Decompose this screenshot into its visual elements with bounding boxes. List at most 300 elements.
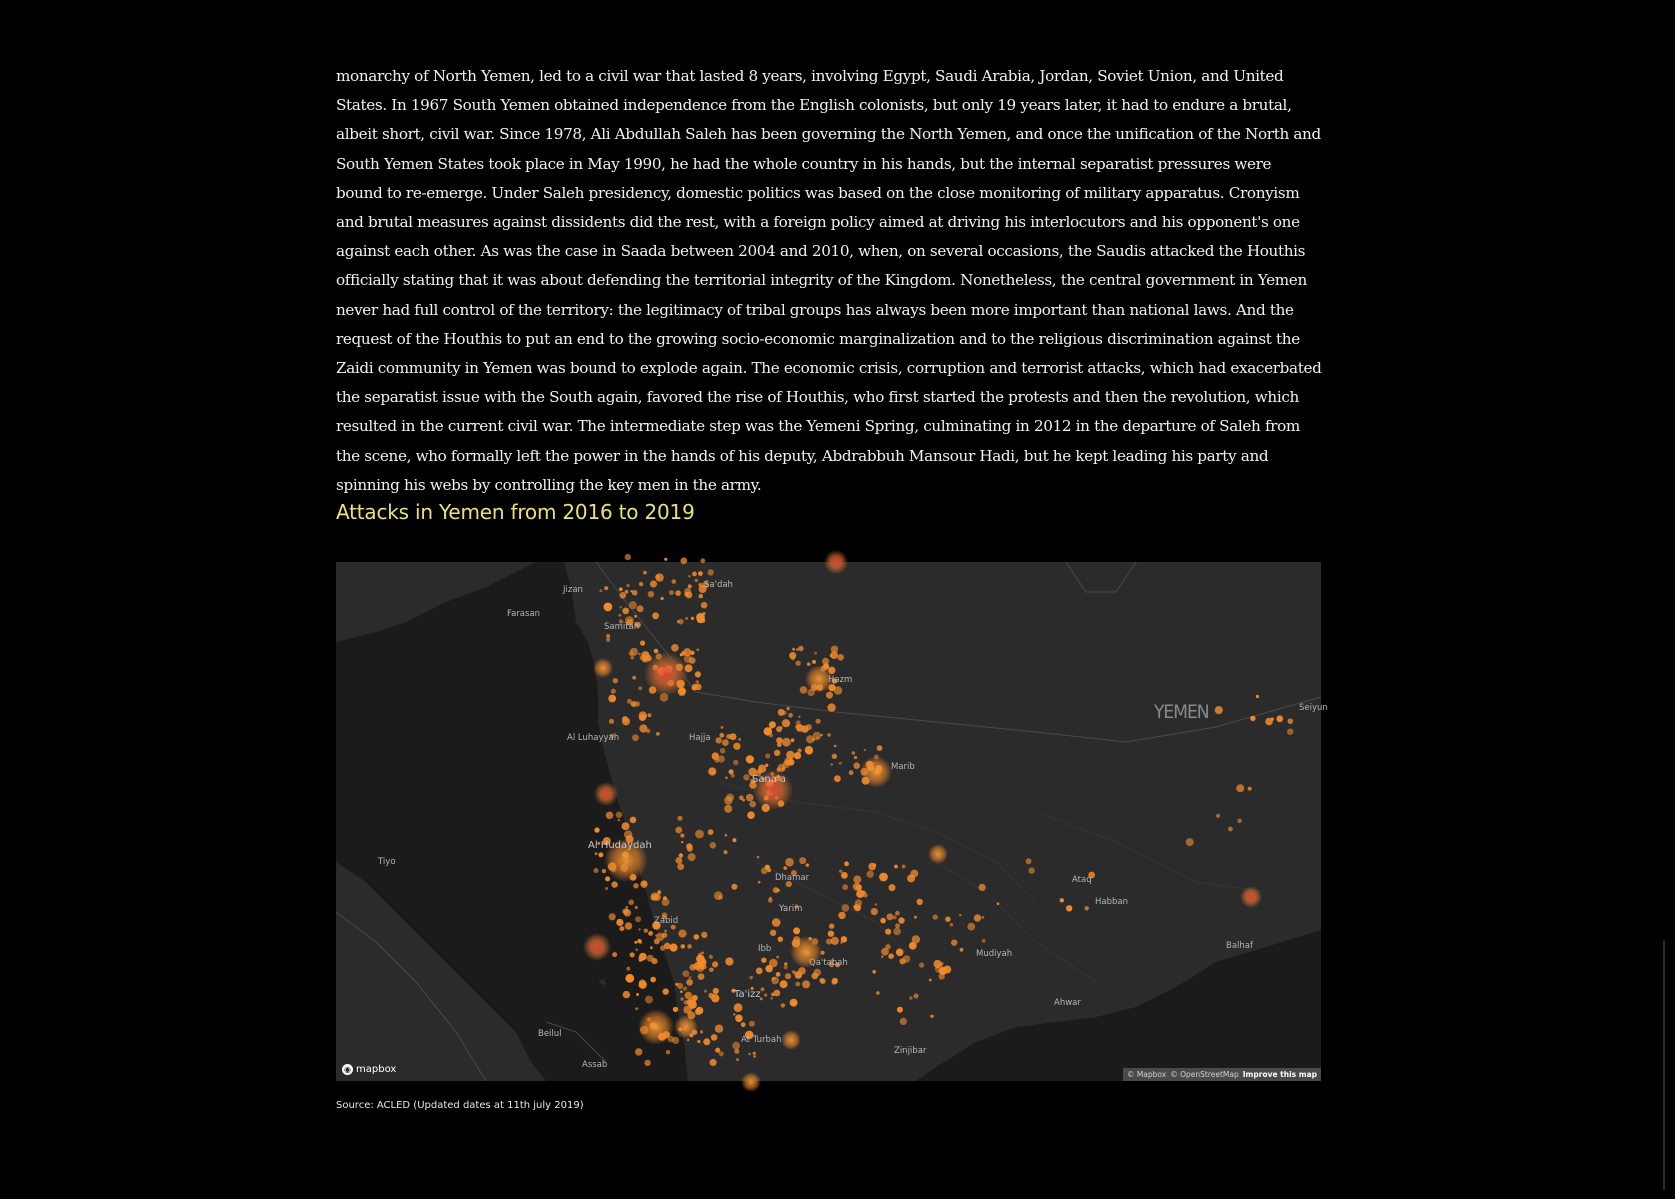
attack-marker [692,572,697,577]
attack-marker [709,968,714,973]
attack-marker [673,1007,678,1012]
attack-marker [708,829,714,835]
attack-marker [900,1018,907,1025]
attack-marker [974,914,981,921]
attack-marker [698,571,703,576]
attribution-osm-link[interactable]: © OpenStreetMap [1170,1070,1239,1079]
place-hazm: Hazm [828,675,853,685]
attribution-mapbox-link[interactable]: © Mapbox [1126,1070,1167,1079]
attack-marker [682,970,689,977]
attack-marker [721,726,724,729]
attack-marker [704,990,707,993]
place-yarim: Yarim [779,904,803,914]
attack-marker [771,993,775,997]
attack-marker [746,794,754,802]
attack-marker [1060,898,1064,902]
attack-marker [769,726,772,729]
attack-marker [844,861,849,866]
attack-marker [1236,784,1244,792]
attack-marker [828,931,834,937]
attack-marker [700,558,705,563]
attack-marker [877,745,883,751]
attack-marker [723,850,727,854]
attack-marker [696,1007,704,1015]
attack-marker [689,976,692,979]
place-beilul: Beilul [538,1029,562,1039]
attack-marker [680,653,683,656]
attack-marker [711,1034,718,1041]
attack-marker [655,934,658,937]
attack-marker [700,1030,703,1033]
attack-marker [684,588,691,595]
attack-marker [664,558,667,561]
attack-marker [743,774,749,780]
attack-marker [909,996,912,999]
attack-marker [773,887,779,893]
attack-marker [853,876,861,884]
attack-marker [725,777,728,780]
attack-marker [608,695,616,703]
attack-marker [599,589,602,592]
attack-marker [798,967,806,975]
attack-marker [864,749,866,751]
attack-marker [605,876,610,881]
attack-marker [893,928,901,936]
attack-marker [672,579,677,584]
attack-marker [650,977,656,983]
attack-marker [638,928,640,930]
attack-marker [852,751,855,754]
attack-marker [698,583,702,587]
attack-marker [776,972,781,977]
attack-marker [903,955,911,963]
attack-marker [1288,718,1294,724]
attack-marker [619,587,623,591]
place-qatabah: Qa'tabah [809,958,848,968]
place-ahwar: Ahwar [1054,998,1081,1008]
attack-marker [660,945,665,950]
attack-marker [594,827,599,832]
attack-marker [838,912,845,919]
attack-marker [713,988,719,994]
attack-marker [805,746,813,754]
attack-marker [631,656,635,660]
attack-marker [635,916,641,922]
attack-marker [839,762,842,765]
attack-marker [666,1050,670,1054]
attack-marker [785,858,794,867]
attack-marker [758,881,761,884]
attack-marker [814,969,821,976]
attack-marker [716,737,722,743]
attack-marker [820,978,826,984]
attack-marker [842,904,850,912]
attack-marker [644,1060,650,1066]
attack-marker [1237,819,1242,824]
attack-marker [622,908,628,914]
attack-marker [620,606,622,608]
attack-marker [633,883,638,888]
attack-marker [739,795,744,800]
attack-marker [679,853,683,857]
place-al-hudaydah: Al Hudaydah [588,840,652,851]
place-dhamar: Dhamar [775,873,810,883]
attack-marker [871,908,878,915]
attack-marker [605,887,608,890]
attack-marker [822,658,829,665]
attack-marker [841,872,848,879]
attack-marker [799,857,806,864]
attack-marker [795,982,800,987]
attack-marker [598,852,603,857]
map-canvas[interactable] [336,562,1328,1081]
page-scrollbar[interactable] [1663,940,1665,1190]
attack-marker [639,724,647,732]
attack-marker [959,914,961,916]
attack-marker [593,658,613,678]
attack-marker [609,719,614,724]
attack-marker [782,738,791,747]
attack-marker [1186,838,1194,846]
attack-marker [714,758,719,763]
attack-marker [824,550,848,574]
attack-marker [635,906,638,909]
attack-marker [894,865,898,869]
attack-marker [1026,858,1032,864]
attack-marker [826,692,833,699]
attack-marker [638,955,644,961]
attack-marker [796,724,804,732]
place-farasan: Farasan [507,609,541,619]
attack-marker [881,948,889,956]
mapbox-logo[interactable] [342,1064,396,1075]
attack-marker [830,651,838,659]
attack-marker [677,983,683,989]
place-tiyo: Tiyo [378,857,396,867]
attack-marker [618,614,621,617]
attack-marker [772,918,781,927]
attack-marker [619,926,624,931]
attack-marker [686,979,693,986]
attack-marker [876,991,879,994]
article-paragraph: monarchy of North Yemen, led to a civil war that lasted 8 years, involving Egypt, Saudi Arabia, Jordan, Soviet Union, and United States. In 1967 South Yemen obtained independence from the English colonists, but only 19 years later, it had to endure a brutal, albeit short, civil war. Since 1978, Ali Abdullah Saleh has been governing the North Yemen, and once the unification of the North and South Yemen States took place in May 1990, he had the whole country in his hands, but the internal separatist pressures were bound to re-emerge. Under Saleh presidency, domestic politics was based on the close monitoring of military apparatus. Cronyism and brutal measures against dissidents did the rest, with a foreign policy aimed at driving his interlocutors and his opponent's one against each other. As was the case in Saada between 2004 and 2010, when, on several occasions, the Saudis attacked the Houthis officially stating that it was about defending the territorial integrity of the Kingdom. Nonetheless, the central government in Yemen never had full control of the territory: the legitimacy of tribal groups has always been more important than national laws. And the request of the Houthis to put an end to the growing socio-economic marginalization and to the religious discrimination against the Zaidi community in Yemen was bound to explode again. The economic crisis, corruption and terrorist attacks, which had exacerbated the separatist issue with the South again, favored the rise of Houthis, who first started the protests and then the revolution, which resulted in the current civil war. The intermediate step was the Yemeni Spring, culminating in 2012 in the departure of Saleh from the scene, who formally left the power in the hands of his deputy, Abdrabbuh Mansour Hadi, but he kept leading his party and spinning his webs by controlling the key men in the army. [336,67,1322,494]
attack-marker [648,591,654,597]
attack-marker [725,957,733,965]
attack-marker [872,970,876,974]
attacks-map[interactable] [336,562,1328,1081]
attack-marker [885,929,891,935]
place-balhaf: Balhaf [1226,941,1253,951]
attack-marker [661,597,664,600]
attack-marker [634,615,637,618]
attack-marker [982,916,985,919]
attack-marker [644,929,648,933]
country-label-yemen: YEMEN [1154,701,1209,723]
attack-marker [639,582,643,586]
attack-marker [690,996,696,1002]
attack-marker [881,955,884,958]
attack-marker [690,964,697,971]
attack-marker [681,841,683,843]
attack-marker [654,938,660,944]
attack-marker [622,608,629,615]
attack-marker [816,719,821,724]
attack-marker [678,930,686,938]
attack-marker [768,898,773,903]
attack-marker [837,654,844,661]
place-seiyun: Seiyun [1299,703,1328,713]
attack-marker [733,1013,735,1015]
attack-marker [583,933,611,961]
attack-marker [812,660,816,664]
attack-marker [676,857,683,864]
attack-marker [681,944,686,949]
attack-marker [625,974,634,983]
attack-marker [982,939,986,943]
attack-marker [606,638,610,642]
attack-marker [715,1025,723,1033]
attack-marker [784,965,788,969]
attack-marker [708,767,716,775]
attack-marker [770,930,776,936]
attack-marker [896,949,904,957]
mapbox-logo-text: mapbox [356,1064,397,1075]
attack-marker [602,869,606,873]
attack-marker [680,997,684,1001]
attack-marker [628,900,634,906]
attack-marker [788,713,793,718]
attack-marker [781,1003,785,1007]
map-attribution [1123,1068,1321,1081]
attack-marker [722,739,729,746]
attack-marker [695,671,701,677]
attack-marker [791,657,795,661]
attack-marker [698,973,705,980]
attack-marker [683,648,691,656]
attack-marker [626,906,629,909]
attack-marker [867,871,874,878]
attack-marker [734,1049,739,1054]
attack-marker [616,812,623,819]
attack-marker [683,987,687,991]
attack-marker [650,946,653,949]
attack-marker [629,601,637,609]
place-al-luhayyah: Al Luhayyah [567,733,620,743]
attack-marker [997,902,1000,905]
attack-marker [800,686,808,694]
attack-marker [776,726,782,732]
attack-marker [687,944,692,949]
attack-marker [696,648,699,651]
attack-marker [840,941,842,943]
attack-marker [802,980,810,988]
attack-marker [747,811,755,819]
attack-marker [782,719,790,727]
attack-marker [731,884,737,890]
attack-marker [680,557,687,564]
attack-marker [788,759,795,766]
attack-marker [860,756,892,788]
attack-marker [635,1007,638,1010]
attack-marker [950,923,953,926]
attack-marker [625,590,629,594]
attack-marker [701,952,704,955]
attack-marker [764,993,767,996]
attack-marker [902,865,906,869]
attack-marker [749,976,753,980]
attack-marker [979,884,986,891]
attack-marker [1256,695,1259,698]
attack-marker [1085,906,1089,910]
attack-marker [795,661,800,666]
attack-marker [880,918,886,924]
attack-marker [1066,905,1072,911]
attack-marker [741,1072,761,1092]
attack-marker [832,754,837,759]
attack-marker [677,620,680,623]
attack-marker [630,817,637,824]
place-hajja: Hajja [689,733,711,743]
attack-marker [807,662,811,666]
attack-marker [806,863,809,866]
attack-marker [834,775,841,782]
map-section-heading: Attacks in Yemen from 2016 to 2019 [336,500,695,524]
attack-marker [647,955,654,962]
attack-marker [798,646,803,651]
place-zabid: Zabid [654,916,679,926]
attack-marker [726,794,734,802]
attack-marker [786,707,789,710]
attack-marker [746,758,749,761]
attack-marker [629,651,634,656]
attack-marker [611,881,617,887]
place-jizan: Jizan [563,585,583,595]
attack-marker [648,931,653,936]
attack-marker [686,843,692,849]
attack-marker [875,903,877,905]
attack-marker [781,1030,801,1050]
attack-marker [692,686,697,691]
attack-marker [813,732,821,740]
attack-marker [694,934,700,940]
attack-marker [627,699,632,704]
attack-marker [632,676,636,680]
attack-marker [879,873,888,882]
attack-marker [765,753,770,758]
attack-marker [730,733,737,740]
attack-marker [663,896,667,900]
improve-map-link[interactable]: Improve this map [1242,1070,1317,1079]
attack-marker [761,987,765,991]
attack-marker [594,782,618,806]
attack-marker [687,1039,689,1041]
attack-marker [741,1022,746,1027]
attack-marker [834,745,837,748]
attack-marker [625,922,633,930]
place-samitah: Samitah [604,622,640,632]
attack-marker [657,890,661,894]
attack-marker [791,738,795,742]
place-sanaa: Sana'a [752,774,786,785]
attack-marker [765,865,770,870]
attack-marker [616,919,623,926]
attack-marker [895,911,900,916]
attack-marker [750,801,757,808]
attack-marker [595,852,598,855]
attack-marker [769,959,778,968]
attack-marker [1228,827,1233,832]
attack-marker [960,948,964,952]
attack-marker [736,1058,739,1061]
attack-marker [734,1003,743,1012]
attack-marker [856,890,864,898]
attack-marker [733,760,738,765]
attack-marker [635,1048,642,1055]
attack-marker [611,689,616,694]
attack-marker [732,1042,740,1050]
place-zinjibar: Zinjibar [894,1046,927,1056]
attack-marker [635,948,638,951]
attack-marker [907,874,915,882]
attack-marker [677,816,682,821]
attack-marker [786,751,794,759]
attack-marker [897,1007,903,1013]
attack-marker [613,678,618,683]
attack-marker [688,853,696,861]
place-saadah: Sa'dah [704,580,733,590]
attack-marker [798,716,800,718]
attack-marker [951,939,957,945]
attack-marker [638,1009,674,1045]
attack-marker [796,648,798,650]
attack-marker [688,584,692,588]
place-mudiyah: Mudiyah [976,949,1013,959]
attack-marker [696,613,705,622]
attack-marker [749,1021,755,1027]
attack-marker [829,924,834,929]
attack-marker [626,584,629,587]
attack-marker [710,842,717,849]
source-caption: Source: ACLED (Updated dates at 11th july 2019) [336,1100,584,1111]
attack-marker [641,880,647,886]
attack-marker [674,1015,698,1039]
attack-marker [778,709,785,716]
attack-marker [928,844,948,864]
attack-marker [827,733,830,736]
attack-marker [604,586,608,590]
attack-marker [718,895,722,899]
attack-marker [785,973,791,979]
place-assab: Assab [582,1060,608,1070]
attack-marker [753,1052,756,1055]
attack-marker [654,649,659,654]
attack-marker [638,686,642,690]
attack-marker [814,652,817,655]
attack-marker [827,703,835,711]
attack-marker [831,937,839,945]
attack-marker [724,805,732,813]
attack-marker [719,1051,724,1056]
attack-marker [696,680,700,684]
attack-marker [780,980,788,988]
attack-marker [720,748,726,754]
attack-marker [712,961,718,967]
attack-marker [929,979,932,982]
attack-marker [863,893,868,898]
attack-marker [639,979,646,986]
attack-marker [934,960,942,968]
attack-marker [774,750,780,756]
